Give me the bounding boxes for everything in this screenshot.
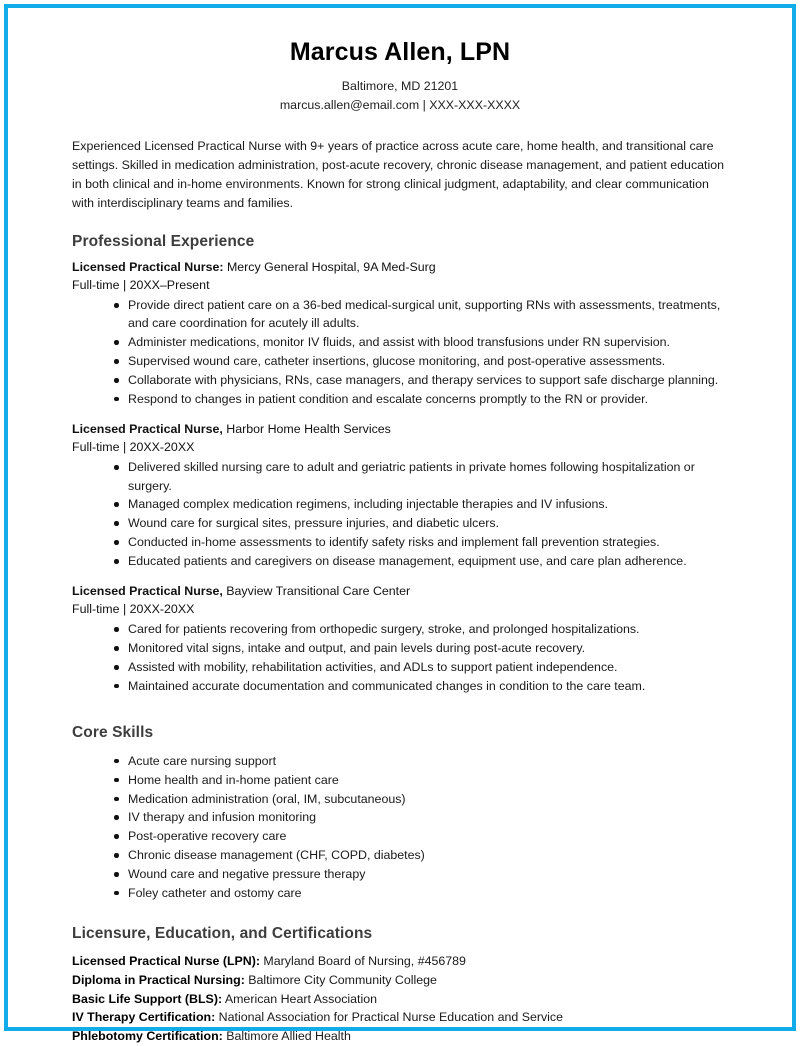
job-meta: Full-time | 20XX-20XX <box>72 440 195 455</box>
job-heading <box>72 259 728 277</box>
job-bullet: Educated patients and caregivers on disease management, equipment use, and care plan adherence. <box>72 552 728 570</box>
section-title-experience: Professional Experience <box>72 232 255 250</box>
credential-label: Phlebotomy Certification: <box>72 1029 223 1044</box>
skill-item: Acute care nursing support <box>72 752 728 770</box>
experience-entry <box>72 259 728 408</box>
credential-row <box>72 1027 728 1046</box>
job-role: Licensed Practical Nurse, <box>72 422 223 437</box>
resume-page <box>4 4 796 1044</box>
section-spacer <box>72 906 728 925</box>
credential-label: Basic Life Support (BLS): <box>72 991 223 1006</box>
job-bullet-list <box>72 296 728 408</box>
job-bullet: Assisted with mobility, rehabilitation activities, and ADLs to support patient independence. <box>72 658 728 676</box>
job-bullet: Administer medications, monitor IV fluids, and assist with blood transfusions under RN supervision. <box>72 333 728 351</box>
credential-value: Maryland Board of Nursing, #456789 <box>259 953 466 968</box>
job-bullet: Delivered skilled nursing care to adult and geriatric patients in private homes following hospitalization or surgery. <box>72 458 728 495</box>
job-bullet: Maintained accurate documentation and communicated changes in condition to the care team. <box>72 677 728 695</box>
job-employer: Harbor Home Health Services <box>222 422 391 437</box>
job-heading <box>72 421 728 439</box>
candidate-name: Marcus Allen, LPN <box>289 38 511 66</box>
skill-item: Wound care and negative pressure therapy <box>72 865 728 883</box>
job-bullet: Provide direct patient care on a 36-bed medical-surgical unit, supporting RNs with assessments, treatments, and care coordination for acutely ill adults. <box>72 296 728 333</box>
candidate-location: Baltimore, MD 21201 <box>341 78 459 93</box>
skill-item: Post-operative recovery care <box>72 827 728 845</box>
skill-item: IV therapy and infusion monitoring <box>72 808 728 826</box>
resume-header <box>72 38 728 115</box>
credentials-list <box>72 952 728 1046</box>
section-core-skills <box>72 724 728 902</box>
job-bullet: Managed complex medication regimens, including injectable therapies and IV infusions. <box>72 495 728 513</box>
skill-item: Medication administration (oral, IM, subcutaneous) <box>72 790 728 808</box>
credential-row <box>72 952 728 971</box>
section-licensure-education-certifications <box>72 925 728 1046</box>
job-bullet: Monitored vital signs, intake and output, and pain levels during post-acute recovery. <box>72 639 728 657</box>
credential-value: National Association for Practical Nurse Education and Service <box>215 1010 564 1025</box>
credential-label: IV Therapy Certification: <box>72 1010 216 1025</box>
credential-value: American Heart Association <box>222 991 378 1006</box>
credential-label: Diploma in Practical Nursing: <box>72 972 245 987</box>
credential-label: Licensed Practical Nurse (LPN): <box>72 953 260 968</box>
skill-item: Home health and in-home patient care <box>72 771 728 789</box>
job-bullet-list <box>72 620 728 695</box>
job-heading <box>72 583 728 601</box>
job-meta: Full-time | 20XX-20XX <box>72 602 195 617</box>
credential-row <box>72 990 728 1009</box>
job-bullet-list <box>72 458 728 570</box>
experience-entry <box>72 583 728 695</box>
job-bullet: Respond to changes in patient condition and escalate concerns promptly to the RN or provider. <box>72 390 728 408</box>
section-spacer <box>72 708 728 724</box>
job-meta: Full-time | 20XX–Present <box>72 278 210 293</box>
credential-value: Baltimore City Community College <box>244 972 437 987</box>
job-bullet: Supervised wound care, catheter insertions, glucose monitoring, and post-operative assessments. <box>72 352 728 370</box>
professional-summary: Experienced Licensed Practical Nurse with 9+ years of practice across acute care, home health, and transitional care settings. Skilled in medication administration, post-acute recovery, chronic disease management, and patient education in both clinical and in-home environments. Known for strong clinical judgment, adaptability, and clear communication with interdisciplinary teams and families. <box>72 139 725 210</box>
job-bullet: Cared for patients recovering from orthopedic surgery, stroke, and prolonged hospitalizations. <box>72 620 728 638</box>
credential-value: Baltimore Allied Health <box>222 1029 351 1044</box>
job-employer: Mercy General Hospital, 9A Med-Surg <box>223 260 436 275</box>
credential-row <box>72 1008 728 1027</box>
skill-item: Chronic disease management (CHF, COPD, diabetes) <box>72 846 728 864</box>
credential-row <box>72 971 728 990</box>
skills-list <box>72 752 728 902</box>
skill-item: Foley catheter and ostomy care <box>72 884 728 902</box>
section-title-skills: Core Skills <box>72 724 154 742</box>
job-bullet: Conducted in-home assessments to identify safety risks and implement fall prevention strategies. <box>72 533 728 551</box>
experience-entry <box>72 421 728 570</box>
section-professional-experience <box>72 233 728 696</box>
job-bullet: Wound care for surgical sites, pressure injuries, and diabetic ulcers. <box>72 514 728 532</box>
job-bullet: Collaborate with physicians, RNs, case managers, and therapy services to support safe discharge planning. <box>72 371 728 389</box>
job-employer: Bayview Transitional Care Center <box>222 584 411 599</box>
section-title-credentials: Licensure, Education, and Certifications <box>72 925 373 943</box>
candidate-contact: marcus.allen@email.com | XXX-XXX-XXXX <box>279 97 521 112</box>
job-role: Licensed Practical Nurse, <box>72 584 223 599</box>
job-role: Licensed Practical Nurse: <box>72 260 224 275</box>
